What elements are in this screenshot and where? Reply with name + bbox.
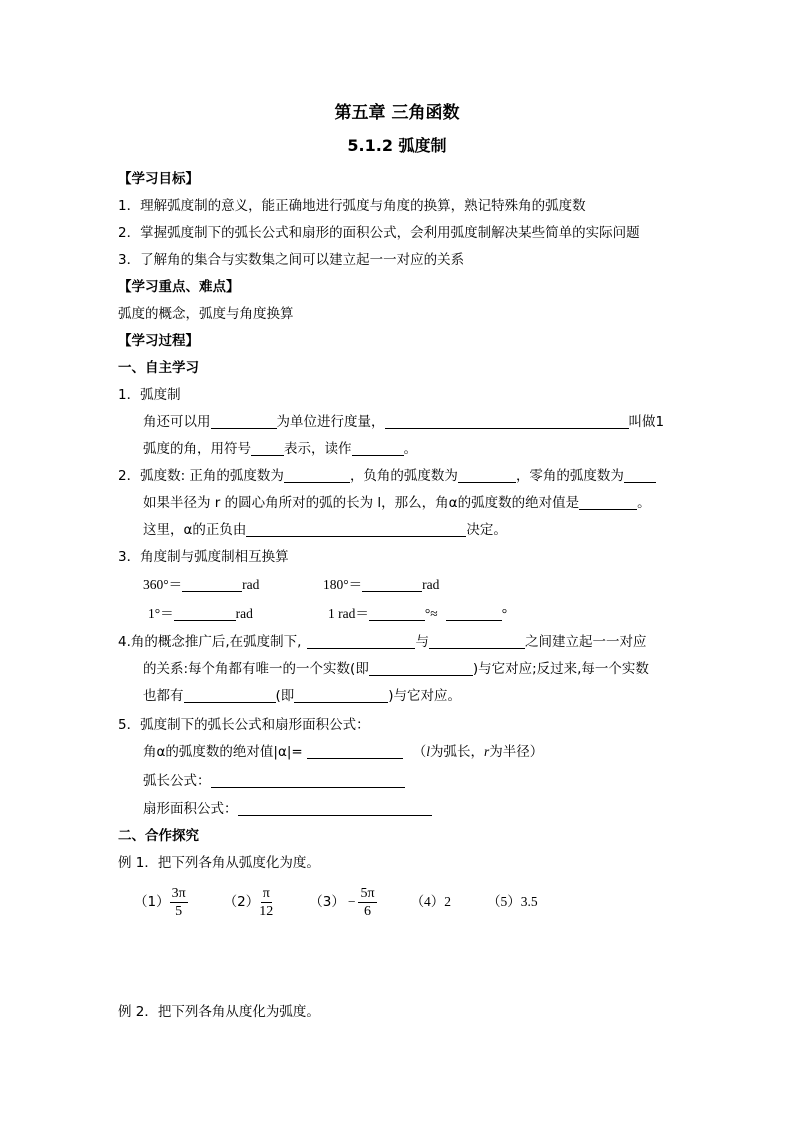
blank: [446, 605, 502, 621]
q5-title: 5．弧度制下的弧长公式和扇形面积公式：: [118, 717, 370, 733]
fraction: [259, 885, 273, 920]
text: 1°＝: [148, 606, 174, 621]
blank: [211, 772, 405, 788]
minus-sign: −: [347, 894, 356, 909]
text: 如果半径为 r 的圆心角所对的弧的长为 l，那么，角α的弧度数的绝对值是: [143, 495, 580, 511]
q5-area: [143, 800, 432, 818]
goal-item: 1．理解弧度制的意义，能正确地进行弧度与角度的换算，熟记特殊角的弧度数: [118, 198, 586, 214]
text: rad: [242, 577, 260, 592]
text: 角α的弧度数的绝对值|α|=: [143, 744, 303, 760]
text: 弧度的角，用符号: [143, 441, 251, 457]
blank: [294, 687, 388, 703]
text: 360°＝: [143, 577, 183, 592]
text: ，零角的弧度数为: [515, 468, 624, 484]
section-title: 5.1.2 弧度制: [347, 136, 447, 155]
text: 为弧长，: [429, 744, 484, 760]
text: (即: [275, 688, 295, 704]
blank: [429, 633, 525, 649]
text: 为半径）: [489, 744, 544, 760]
blank: [251, 440, 284, 456]
blank: [385, 413, 629, 429]
focus-heading: 【学习重点、难点】: [118, 279, 240, 295]
ex1-title: 例 1．把下列各角从弧度化为度。: [118, 855, 320, 871]
item-label: （4）2: [410, 894, 452, 909]
text: r: [483, 744, 490, 759]
text: 决定。: [466, 522, 507, 538]
item-label: （5）3.5: [487, 894, 538, 909]
q3-row1-right: [323, 576, 439, 594]
text: rad: [235, 606, 253, 621]
part1-heading: 一、自主学习: [118, 360, 199, 376]
process-heading: 【学习过程】: [118, 333, 199, 349]
text: 这里，α的正负由: [143, 522, 247, 538]
item-label: （3）: [309, 894, 345, 910]
q1-line1: [143, 413, 664, 431]
q3-row2-left: [148, 605, 253, 623]
focus-text: 弧度的概念，弧度与角度换算: [118, 306, 294, 322]
q2-line2: [143, 494, 651, 512]
text: 弧长公式：: [143, 773, 211, 789]
part2-heading: 二、合作探究: [118, 828, 199, 844]
text: 叫做1: [628, 414, 665, 430]
blank: [369, 660, 473, 676]
goals-heading: 【学习目标】: [118, 171, 199, 187]
text: )与它对应。: [388, 688, 462, 704]
text: 。: [637, 495, 651, 511]
denominator: 12: [259, 903, 274, 919]
blank: [182, 576, 242, 592]
q5-arc: [143, 772, 405, 790]
item-label: （1）: [134, 894, 170, 910]
blank: [238, 800, 432, 816]
text: 为单位进行度量，: [276, 414, 385, 430]
q1-line2: [143, 440, 417, 458]
ex1-items: [134, 882, 538, 922]
text: 2．弧度数: 正角的弧度数为: [118, 468, 284, 484]
fraction: [170, 885, 188, 920]
text: 扇形面积公式：: [143, 801, 238, 817]
denominator: 6: [364, 903, 372, 919]
text: 的关系:每个角都有唯一的一个实数(即: [143, 661, 369, 677]
numerator: π: [262, 885, 270, 901]
blank: [284, 467, 350, 483]
blank: [458, 467, 516, 483]
text: 与: [415, 634, 429, 650]
numerator: 3π: [171, 885, 186, 901]
blank: [184, 687, 276, 703]
text: 表示，读作: [284, 441, 352, 457]
q5-line1: [143, 743, 543, 761]
fraction: [358, 885, 376, 920]
text: °: [501, 606, 508, 621]
q4-line1: [118, 633, 646, 651]
text: （: [412, 744, 427, 760]
q2-line3: [143, 521, 507, 539]
blank: [369, 605, 425, 621]
blank: [352, 440, 404, 456]
text: 之间建立起一一对应: [524, 634, 647, 650]
text: 角还可以用: [143, 414, 211, 430]
text: 4.角的概念推广后,在弧度制下,: [118, 634, 302, 650]
text: ，负角的弧度数为: [349, 468, 458, 484]
blank: [624, 467, 656, 483]
denominator: 5: [175, 903, 183, 919]
blank: [307, 633, 415, 649]
ex2-title: 例 2．把下列各角从度化为弧度。: [118, 1004, 320, 1020]
blank: [174, 605, 236, 621]
q3-title: 3．角度制与弧度制相互换算: [118, 549, 289, 565]
blank: [307, 743, 403, 759]
q3-row2-right: [328, 605, 507, 623]
text: 180°＝: [323, 577, 363, 592]
goal-item: 3．了解角的集合与实数集之间可以建立起一一对应的关系: [118, 252, 465, 268]
blank: [362, 576, 422, 592]
text: l: [426, 744, 430, 759]
numerator: 5π: [360, 885, 375, 901]
q4-line3: [143, 687, 461, 705]
text: )与它对应;反过来,每一个实数: [472, 661, 649, 677]
q3-row1-left: [143, 576, 259, 594]
blank: [246, 521, 466, 537]
text: 1 rad＝: [328, 606, 369, 621]
text: rad: [422, 577, 440, 592]
blank: [211, 413, 277, 429]
q2-line1: [118, 467, 656, 485]
text: 。: [403, 441, 417, 457]
blank: [579, 494, 637, 510]
item-label: （2）: [223, 894, 260, 910]
text: °≈: [424, 606, 438, 621]
q1-title: 1．弧度制: [118, 387, 181, 403]
goal-item: 2．掌握弧度制下的弧长公式和扇形的面积公式，会利用弧度制解决某些简单的实际问题: [118, 225, 640, 241]
chapter-title: 第五章 三角函数: [334, 103, 460, 123]
text: 也都有: [143, 688, 184, 704]
q4-line2: [143, 660, 649, 678]
